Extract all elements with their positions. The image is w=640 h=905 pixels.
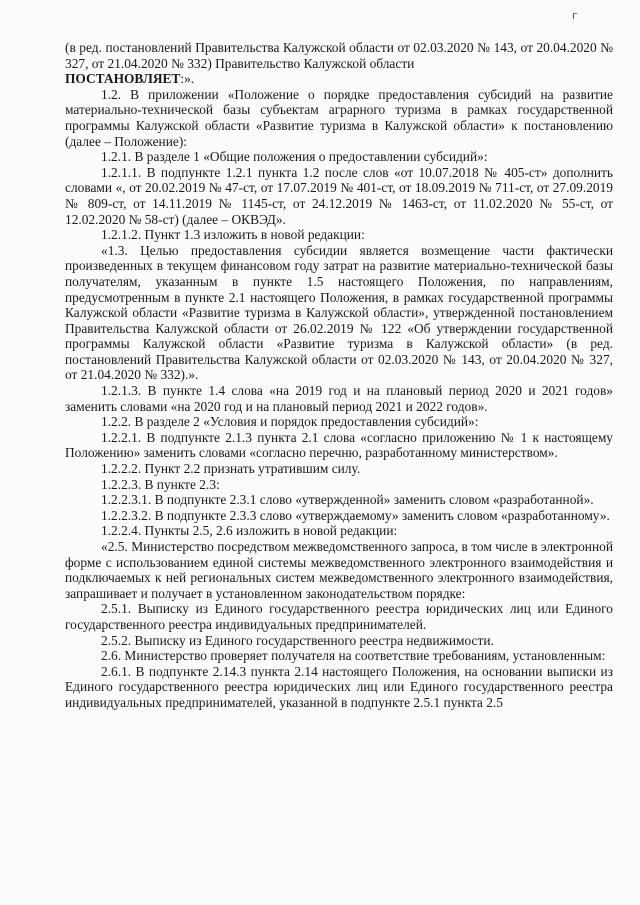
resolves-tail: :». [180,71,195,87]
document-paragraph: «2.5. Министерство посредством межведомственного запроса, в том числе в электронной форме с использованием единой системы межведомственного электронного взаимодействия и подключаемых к ней региональных систем межведомственного электронного взаимодействия, запрашивает и получает в установленном законодательством порядке: [65,539,613,601]
document-paragraph: 1.2.2.3. В пункте 2.3: [101,476,220,492]
document-paragraph: 1.2.1.3. В пункте 1.4 слова «на 2019 год и на плановый период 2020 и 2021 годов» заменить словами «на 2020 год и на плановый период 2021 и 2022 годов». [65,383,613,414]
document-paragraph [65,71,613,87]
document-paragraph: 1.2.2.2. Пункт 2.2 признать утратившим силу. [101,461,361,477]
document-paragraph: 1.2.2.1. В подпункте 2.1.3 пункта 2.1 слова «согласно приложению № 1 к настоящему Положению» заменить словами «согласно перечню, разработанному министерством». [65,429,613,461]
document-body [65,40,613,711]
document-paragraph: 1.2. В приложении «Положение о порядке предоставления субсидий на развитие материально-технической базы субъектам аграрного туризма в рамках государственной программы Калужской области «Развитие туризма в Калужской области» к постановлению (далее – Положение): [65,86,613,149]
document-paragraph: 2.5.1. Выписку из Единого государственного реестра юридических лиц или Единого государственного реестра индивидуальных предпринимателей. [65,601,613,632]
document-paragraph: 2.6. Министерство проверяет получателя на соответствие требованиям, установленным: [101,648,606,664]
corner-mark: г [572,9,578,22]
document-paragraph: «1.3. Целью предоставления субсидии является возмещение части фактически произведенных в текущем финансовом году затрат на развитие материально-технической базы получателям, указанным в пункте 1.5 настоящего Положения, по направлениям, предусмотренным в пункте 2.1 настоящего Положения, в рамках государственной программы Калужской области «Развитие туризма в Калужской области», утвержденной постановлением Правительства Калужской области от 26.02.2019 № 122 «Об утверждении государственной программы Калужской области «Развитие туризма в Калужской области» (в ред. постановлений Правительства Калужской области от 02.03.2020 № 143, от 20.04.2020 № 327, от 21.04.2020 № 332).». [65,242,613,383]
document-paragraph: 1.2.1.2. Пункт 1.3 изложить в новой редакции: [101,227,365,243]
resolves-keyword: ПОСТАНОВЛЯЕТ [65,71,181,87]
document-paragraph: 1.2.1.1. В подпункте 1.2.1 пункта 1.2 после слов «от 10.07.2018 № 405-ст» дополнить словами «, от 20.02.2019 № 47-ст, от 17.07.2019 № 401-ст, от 18.09.2019 № 711-ст, от 27.09.2019 № 809-ст, от 14.11.2019 № 1145-ст, от 24.12.2019 № 1463-ст, от 11.02.2020 № 55-ст, от 12.02.2020 № 58-ст) (далее – ОКВЭД». [65,164,613,227]
document-paragraph: 1.2.2.3.2. В подпункте 2.3.3 слово «утверждаемому» заменить словом «разработанному». [101,507,610,523]
document-paragraph: 1.2.1. В разделе 1 «Общие положения о предоставлении субсидий»: [101,149,488,165]
document-paragraph: 2.6.1. В подпункте 2.14.3 пункта 2.14 настоящего Положения, на основании выписки из Единого государственного реестра юридических лиц или Единого государственного реестра индивидуальных предпринимателей, указанной в подпункте 2.5.1 пункта 2.5 [65,663,613,710]
document-paragraph: 1.2.2.3.1. В подпункте 2.3.1 слово «утвержденной» заменить словом «разработанной». [101,492,594,508]
document-paragraph: 1.2.2. В разделе 2 «Условия и порядок предоставления субсидий»: [101,414,479,430]
document-paragraph: (в ред. постановлений Правительства Калужской области от 02.03.2020 № 143, от 20.04.2020 № 327, от 21.04.2020 № 332) Правительство Калужской области [65,40,613,71]
document-paragraph: 1.2.2.4. Пункты 2.5, 2.6 изложить в новой редакции: [101,523,398,539]
document-paragraph: 2.5.2. Выписку из Единого государственного реестра недвижимости. [101,632,494,648]
